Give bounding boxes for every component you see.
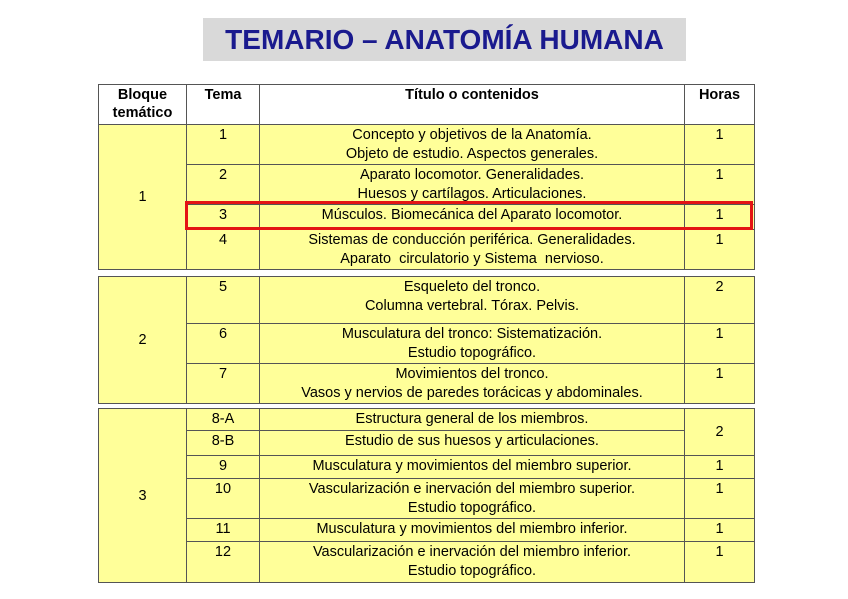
tema-cell: 4 — [187, 230, 260, 270]
table-row — [99, 479, 755, 519]
titulo-line: Estudio topográfico. — [407, 563, 537, 579]
horas-cell: 1 — [685, 456, 755, 479]
titulo-line: Estudio de sus huesos y articulaciones. — [345, 433, 599, 449]
table-row — [99, 364, 755, 404]
horas-cell: 1 — [685, 205, 755, 230]
table-row — [99, 542, 755, 583]
tema-cell: 5 — [187, 277, 260, 324]
titulo-cell — [260, 479, 685, 519]
tema-cell: 9 — [187, 456, 260, 479]
titulo-line: Musculatura del tronco: Sistematización. — [341, 326, 603, 342]
table-row — [99, 431, 755, 456]
titulo-cell — [260, 542, 685, 583]
titulo-cell — [260, 125, 685, 165]
table-row — [99, 456, 755, 479]
titulo-line: Músculos. Biomecánica del Aparato locomotor. — [321, 207, 623, 223]
titulo-line: Esqueleto del tronco. — [403, 279, 541, 295]
titulo-line: Aparato circulatorio y Sistema nervioso. — [340, 251, 604, 267]
titulo-cell — [260, 165, 685, 205]
tema-cell: 6 — [187, 324, 260, 364]
header-bloque-line1: Bloque — [117, 87, 168, 103]
titulo-line: Musculatura y movimientos del miembro inferior. — [316, 521, 628, 537]
tema-cell: 7 — [187, 364, 260, 404]
section-2-table — [98, 276, 755, 404]
horas-cell: 1 — [685, 165, 755, 205]
header-horas: Horas — [685, 85, 755, 125]
titulo-line: Estudio topográfico. — [407, 345, 537, 361]
tema-cell: 10 — [187, 479, 260, 519]
titulo-cell — [260, 205, 685, 230]
titulo-line: Sistemas de conducción periférica. Generalidades. — [308, 232, 636, 248]
titulo-cell — [260, 409, 685, 431]
tema-cell: 1 — [187, 125, 260, 165]
bloque-cell: 3 — [99, 409, 187, 583]
titulo-line: Concepto y objetivos de la Anatomía. — [352, 127, 592, 143]
header-row — [99, 85, 755, 125]
table-row — [99, 165, 755, 205]
titulo-cell — [260, 230, 685, 270]
bloque-cell: 1 — [99, 125, 187, 270]
titulo-cell — [260, 431, 685, 456]
horas-cell: 1 — [685, 479, 755, 519]
tema-cell: 8-B — [187, 431, 260, 456]
table-row-highlighted — [99, 205, 755, 230]
header-bloque-line2: temático — [112, 105, 173, 121]
horas-cell: 1 — [685, 364, 755, 404]
horas-cell: 1 — [685, 125, 755, 165]
titulo-cell — [260, 324, 685, 364]
bloque-cell: 2 — [99, 277, 187, 404]
title-banner — [203, 18, 686, 61]
horas-cell-merged: 2 — [685, 409, 755, 456]
tema-cell: 8-A — [187, 409, 260, 431]
tema-cell: 11 — [187, 519, 260, 542]
titulo-line: Vasos y nervios de paredes torácicas y abdominales. — [301, 385, 643, 401]
table-row — [99, 277, 755, 324]
header-bloque — [99, 85, 187, 125]
page-title: TEMARIO – ANATOMÍA HUMANA — [225, 23, 664, 55]
titulo-cell — [260, 519, 685, 542]
titulo-line: Estructura general de los miembros. — [355, 411, 589, 427]
titulo-line: Movimientos del tronco. — [395, 366, 549, 382]
table-row — [99, 519, 755, 542]
titulo-line: Vascularización e inervación del miembro inferior. — [312, 544, 632, 560]
titulo-line: Huesos y cartílagos. Articulaciones. — [357, 186, 587, 202]
titulo-cell — [260, 456, 685, 479]
header-titulo: Título o contenidos — [260, 85, 685, 125]
titulo-line: Estudio topográfico. — [407, 500, 537, 516]
titulo-line: Objeto de estudio. Aspectos generales. — [345, 146, 599, 162]
horas-cell: 1 — [685, 324, 755, 364]
titulo-line: Vascularización e inervación del miembro superior. — [308, 481, 636, 497]
horas-cell: 1 — [685, 519, 755, 542]
horas-cell: 1 — [685, 230, 755, 270]
tema-cell: 2 — [187, 165, 260, 205]
table-row — [99, 230, 755, 270]
titulo-cell — [260, 364, 685, 404]
titulo-line: Aparato locomotor. Generalidades. — [359, 167, 585, 183]
table-row — [99, 409, 755, 431]
section-3-table — [98, 408, 755, 583]
titulo-cell — [260, 277, 685, 324]
horas-cell: 2 — [685, 277, 755, 324]
section-1-table — [98, 84, 755, 270]
table-row — [99, 324, 755, 364]
horas-cell: 1 — [685, 542, 755, 583]
header-tema: Tema — [187, 85, 260, 125]
titulo-line: Columna vertebral. Tórax. Pelvis. — [364, 298, 580, 314]
titulo-line: Musculatura y movimientos del miembro superior. — [312, 458, 632, 474]
tema-cell: 3 — [187, 205, 260, 230]
tema-cell: 12 — [187, 542, 260, 583]
table-row — [99, 125, 755, 165]
